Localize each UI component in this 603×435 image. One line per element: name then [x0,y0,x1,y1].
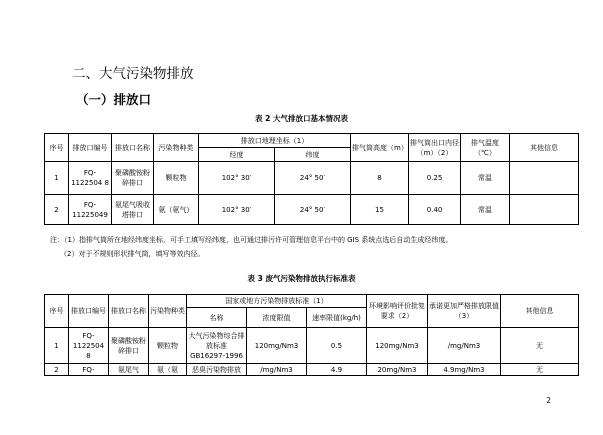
t3-r2-conc: /mg/Nm3 [247,364,307,376]
t3-r1-eia: 120mg/Nm3 [367,328,428,364]
t2-r1-height: 8 [351,162,409,195]
t3-header-other: 其他信息 [501,295,579,328]
t2-r2-other [510,195,579,225]
t3-r2-stricter: 4.9mg/Nm3 [428,364,501,376]
t2-r2-latitude: 24° 50′ [275,195,351,225]
table-row [45,364,579,376]
t3-header-std-group: 国家或地方污染物排放标准（1） [187,295,367,308]
t2-header-longitude: 经度 [199,148,275,162]
t3-r1-other: 无 [501,328,579,364]
t3-r1-pollutant: 颗粒物 [149,328,187,364]
section-heading: 二、大气污染物排放 [72,66,194,82]
t2-r1-diameter: 0.25 [409,162,461,195]
t3-header-seq: 序号 [45,295,69,328]
t3-r2-eia: 20mg/Nm3 [367,364,428,376]
t2-r1-pollutant: 颗粒物 [154,162,199,195]
t3-r1-outlet-name: 聚磷酸铵粉碎排口 [109,328,149,364]
t3-header-stricter: 承诺更加严格排放限值（3） [428,295,501,328]
t2-r2-outlet-name: 氨尾气吸收塔排口 [112,195,154,225]
t2-header-outlet-no: 排放口编号 [69,134,112,162]
t2-header-seq: 序号 [45,134,69,162]
t2-r2-seq: 2 [45,195,69,225]
page-number: 2 [546,396,551,405]
table2-note-1: 注：（1）指排气筒所在地经纬度坐标，可手工填写经纬度，也可通过排污许可管理信息平台中的 GIS 系统点选后自动生成经纬度。 [50,236,453,244]
t3-header-outlet-no: 排放口编号 [69,295,109,328]
t2-header-other: 其他信息 [510,134,579,162]
t3-header-outlet-name: 排放口名称 [109,295,149,328]
t2-r1-other [510,162,579,195]
t2-r1-longitude: 102° 30′ [199,162,275,195]
t3-header-rate: 速率限值(kg/h) [307,308,367,328]
table3 [44,294,579,376]
t3-r2-outlet-no: FQ- [69,364,109,376]
table2 [44,133,579,225]
t2-r1-outlet-name: 聚磷酸铵粉碎排口 [112,162,154,195]
t2-r1-latitude: 24° 50′ [275,162,351,195]
t3-header-conc: 浓度限值 [247,308,307,328]
table-row [45,328,579,364]
sub-heading: （一）排放口 [76,92,152,107]
t2-header-diameter: 排气筒出口内径（m）（2） [409,134,461,162]
t3-r1-name: 大气污染物综合排放标准 GB16297-1996 [187,328,247,364]
t3-r1-outlet-no: FQ-1122504 8 [69,328,109,364]
t3-r2-name: 恶臭污染物排放 [187,364,247,376]
t2-header-outlet-name: 排放口名称 [112,134,154,162]
t2-header-coord-group: 排放口地理坐标（1） [199,134,351,148]
t2-r1-seq: 1 [45,162,69,195]
t2-r2-diameter: 0.40 [409,195,461,225]
t2-r1-outlet-no: FQ-1122504 8 [69,162,112,195]
t3-r1-rate: 0.5 [307,328,367,364]
t3-header-name: 名称 [187,308,247,328]
t2-r2-longitude: 102° 30′ [199,195,275,225]
t3-r1-seq: 1 [45,328,69,364]
t2-r1-temperature: 常温 [461,162,510,195]
t3-header-pollutant: 污染物种类 [149,295,187,328]
table2-note-2: （2）对于不规则形状排气筒，填写等效内径。 [60,250,205,258]
t3-r1-conc: 120mg/Nm3 [247,328,307,364]
t2-header-height: 排气筒高度（m） [351,134,409,162]
t2-r2-height: 15 [351,195,409,225]
t3-r1-stricter: /mg/Nm3 [428,328,501,364]
t3-r2-other: 无 [501,364,579,376]
t3-r2-rate: 4.9 [307,364,367,376]
t2-header-pollutant: 污染物种类 [154,134,199,162]
table2-caption: 表 2 大气排放口基本情况表 [255,114,348,123]
table-row [45,162,579,195]
t3-r2-pollutant: 氨（氨 [149,364,187,376]
t2-header-latitude: 纬度 [275,148,351,162]
table-row [45,195,579,225]
t3-header-eia: 环境影响评价批复要求（2） [367,295,428,328]
t2-r2-outlet-no: FQ-11225049 [69,195,112,225]
t2-r2-pollutant: 氨（氨气） [154,195,199,225]
table3-caption: 表 3 废气污染物排放执行标准表 [247,274,356,283]
t3-r2-seq: 2 [45,364,69,376]
t2-header-temperature: 排气温度（℃） [461,134,510,162]
t2-r2-temperature: 常温 [461,195,510,225]
t3-r2-outlet-name: 氨尾气 [109,364,149,376]
